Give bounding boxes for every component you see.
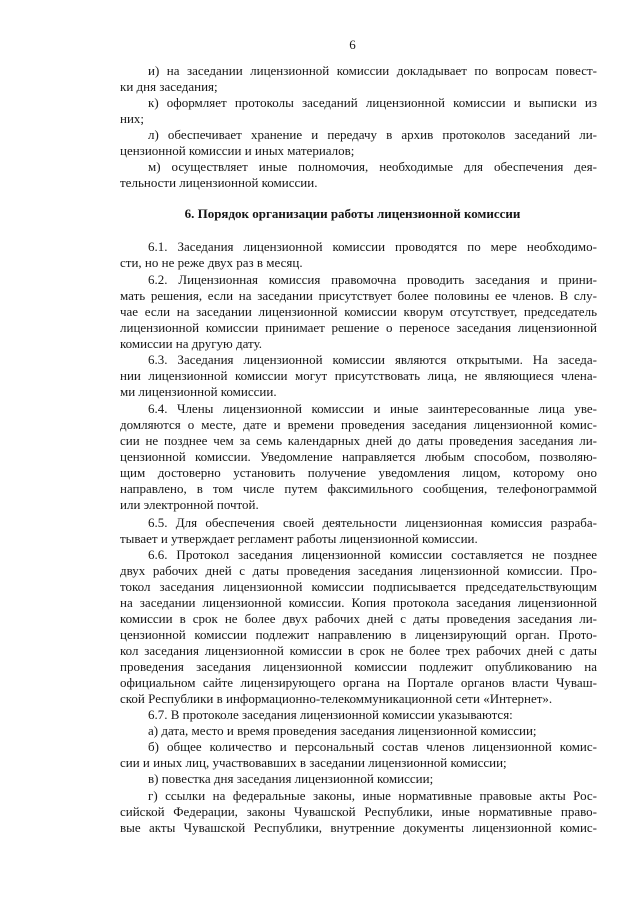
text-line: кол заседания лицензионной комиссии в срок не более трех рабочих дней с даты [120,643,597,658]
text-line: проведения заседания лицензионной комиссии подлежит опубликованию на [120,659,597,674]
text-line: м) осуществляет иные полномочия, необходимые для обеспечения дея- [148,159,597,174]
text-line: сии не позднее чем за семь календарных дней до даты проведения заседания ли- [120,433,597,448]
text-line: или электронной почтой. [120,497,259,512]
clause-6-4 [120,401,597,513]
text-line: 6.2. Лицензионная комиссия правомочна проводить заседания и прини- [148,272,597,287]
subitem-v [120,771,597,787]
clause-6-3 [120,352,597,400]
list-item-l [120,127,597,159]
clause-6-6 [120,547,597,707]
text-line: ской Республики в информационно-телекоммуникационной сети «Интернет». [120,691,553,706]
text-line: в) повестка дня заседания лицензионной комиссии; [148,771,434,786]
text-line: чае если на заседании лицензионной комиссии кворум отсутствует, председатель [120,304,597,319]
text-line: тельности лицензионной комиссии. [120,175,318,190]
text-line: мать решения, если на заседании присутствует более половины ее членов. В слу- [120,288,597,303]
text-line: 6.6. Протокол заседания лицензионной комиссии составляется не позднее [148,547,597,562]
subitem-b [120,739,597,771]
clause-6-5 [120,515,597,547]
text-line: нии лицензионной комиссии могут присутствовать лица, не являющиеся члена- [120,368,597,383]
text-line: л) обеспечивает хранение и передачу в архив протоколов заседаний ли- [148,127,597,142]
text-line: г) ссылки на федеральные законы, иные нормативные правовые акты Рос- [148,788,597,803]
text-line: сии и иных лиц, участвовавших в заседании лицензионной комиссии; [120,755,507,770]
text-line: 6.5. Для обеспечения своей деятельности лицензионная комиссия разраба- [148,515,597,530]
text-line: сийской Федерации, законы Чувашской Республики, иные нормативные право- [120,804,597,819]
list-item-m [120,159,597,191]
text-line: и) на заседании лицензионной комиссии докладывает по вопросам повест- [148,63,597,78]
text-line: комиссии в срок не более двух рабочих дней с даты проведения заседания ли- [120,611,597,626]
text-line: 6.4. Члены лицензионной комиссии и иные заинтересованные лица уве- [148,401,597,416]
page-body [120,63,597,836]
text-line: домляются о месте, дате и времени проведения заседания лицензионной комис- [120,417,597,432]
text-line: б) общее количество и персональный состав членов лицензионной комис- [148,739,597,754]
text-line: сти, но не реже двух раз в месяц. [120,255,303,270]
text-line: 6.1. Заседания лицензионной комиссии проводятся по мере необходимо- [148,239,597,254]
section-heading: 6. Порядок организации работы лицензионной комиссии [184,206,521,221]
text-line: тывает и утверждает регламент работы лицензионной комиссии. [120,531,478,546]
page-number: 6 [349,37,356,52]
text-line: двух рабочих дней с даты проведения заседания лицензионной комиссии. Про- [120,563,597,578]
text-line: вые акты Чувашской Республики, внутренние документы лицензионной комис- [120,820,597,835]
text-line: них; [120,111,145,126]
text-line: токол заседания лицензионной комиссии подписывается председательствующим [120,579,597,594]
text-line: 6.7. В протоколе заседания лицензионной комиссии указываются: [148,707,513,722]
text-line: а) дата, место и время проведения заседания лицензионной комиссии; [148,723,537,738]
text-line: щим достоверно установить получение уведомления лицом, которому оно [120,465,597,480]
clause-6-7 [120,707,597,723]
clause-6-2 [120,272,597,352]
text-line: цензионной комиссии и иных материалов; [120,143,355,158]
text-line: цензионной комиссии подлежит направлению в лицензирующий орган. Прото- [120,627,597,642]
list-item-k [120,95,597,127]
text-line: направлено, в том числе путем факсимильного сообщения, телефонограммой [120,481,597,496]
subitem-a [120,723,597,739]
text-line: цензионной комиссии. Уведомление направляется любым способом, позволяю- [120,449,597,464]
text-line: ки дня заседания; [120,79,218,94]
text-line: официальном сайте лицензирующего органа на Портале органов власти Чуваш- [120,675,597,690]
text-line: к) оформляет протоколы заседаний лицензионной комиссии и выписки из [148,95,597,110]
text-line: комиссии на другую дату. [120,336,263,351]
text-line: 6.3. Заседания лицензионной комиссии являются открытыми. На заседа- [148,352,597,367]
subitem-g [120,788,597,836]
list-item-i [120,63,597,95]
text-line: ми лицензионной комиссии. [120,384,277,399]
text-line: на заседании лицензионной комиссии. Копия протокола заседания лицензионной [120,595,597,610]
clause-6-1 [120,239,597,271]
text-line: лицензионной комиссии принимает решение о переносе заседания лицензионной [120,320,597,335]
